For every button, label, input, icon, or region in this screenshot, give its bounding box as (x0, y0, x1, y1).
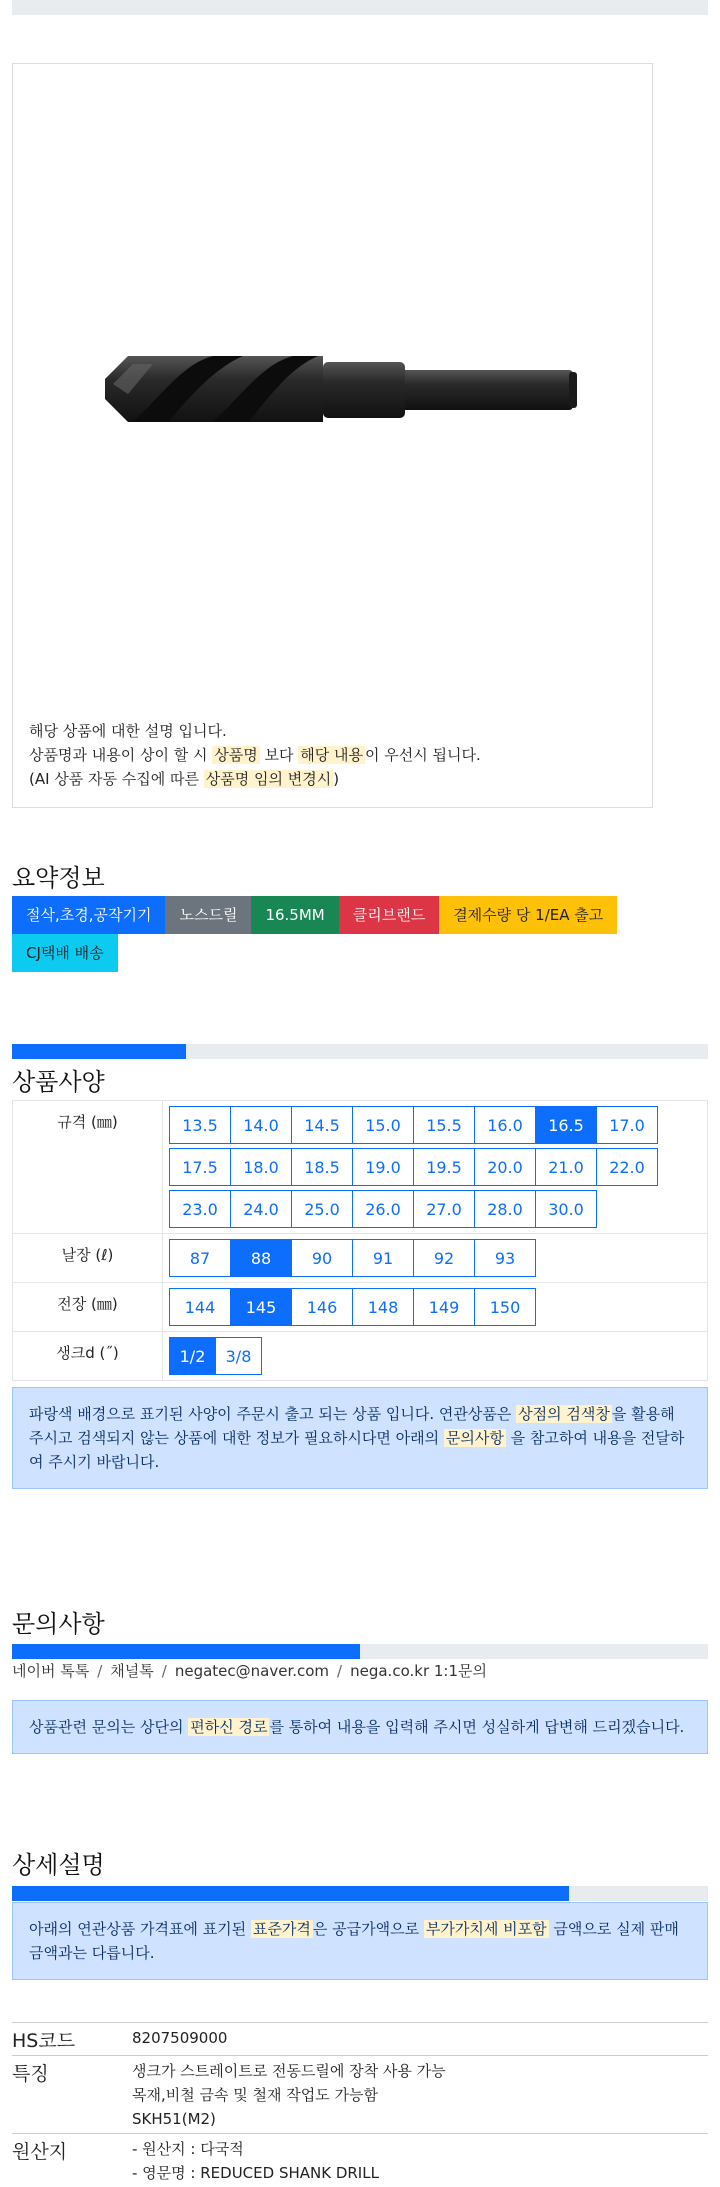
spec-option-button[interactable]: 16.0 (474, 1106, 536, 1144)
spec-option-button[interactable]: 150 (474, 1288, 536, 1326)
channel-separator: / (337, 1662, 342, 1680)
spec-row (13, 1234, 708, 1283)
spec-notice: 파랑색 배경으로 표기된 사양이 주문시 출고 되는 상품 입니다. 연관상품은 상점의 검색창 을 활용해 주시고 검색되지 않는 상품에 대한 정보가 필요하시다면 아래의 문의사항 을 참고하여 내용을 전달하여 주시기 바랍니다. (12, 1387, 708, 1489)
desc-line-2: 상품명과 내용이 상이 할 시 상품명 보다 해당 내용 이 우선시 됩니다. (29, 743, 481, 767)
spec-option-button[interactable]: 87 (169, 1239, 231, 1277)
spec-option-button[interactable]: 24.0 (230, 1190, 292, 1228)
spec-option-button[interactable]: 15.5 (413, 1106, 475, 1144)
summary-title: 요약정보 (12, 858, 105, 893)
spec-option-button[interactable]: 88 (230, 1239, 292, 1277)
contact-channel-link[interactable]: 채널톡 (110, 1662, 153, 1680)
spec-option-button[interactable]: 28.0 (474, 1190, 536, 1228)
desc-line-3: (AI 상품 자동 수집에 따른 상품명 임의 변경시 ) (29, 767, 481, 791)
detail-progress-bar (12, 1886, 708, 1901)
spec-option-button[interactable]: 18.5 (291, 1148, 353, 1186)
spec-option-button[interactable]: 146 (291, 1288, 353, 1326)
spec-option-button[interactable]: 14.0 (230, 1106, 292, 1144)
spec-option-button[interactable]: 26.0 (352, 1190, 414, 1228)
info-value-line: 목재,비철 금속 및 철재 작업도 가능함 (132, 2083, 708, 2107)
contact-notice: 상품관련 문의는 상단의 편하신 경로 를 통하여 내용을 입력해 주시면 성실하게 답변해 드리겠습니다. (12, 1700, 708, 1754)
product-info-table (12, 2022, 708, 2187)
channel-separator: / (162, 1662, 167, 1680)
spec-option-button[interactable]: 27.0 (413, 1190, 475, 1228)
spec-option-button[interactable]: 1/2 (169, 1337, 216, 1375)
spec-option-button[interactable]: 21.0 (535, 1148, 597, 1186)
spec-option-button[interactable]: 19.0 (352, 1148, 414, 1186)
spec-option-button[interactable]: 17.5 (169, 1148, 231, 1186)
summary-progress-fill (12, 1044, 186, 1059)
summary-progress-bar (12, 1044, 708, 1059)
product-description (29, 719, 481, 791)
spec-row (13, 1332, 708, 1381)
spec-option-button[interactable]: 18.0 (230, 1148, 292, 1186)
spec-option-button[interactable]: 148 (352, 1288, 414, 1326)
contact-title: 문의사항 (12, 1604, 105, 1639)
spec-option-button[interactable]: 20.0 (474, 1148, 536, 1186)
info-row (12, 2056, 708, 2134)
info-value (132, 2023, 708, 2056)
info-row (12, 2023, 708, 2056)
spec-title: 상품사양 (12, 1062, 105, 1097)
info-key: 원산지 (12, 2134, 132, 2187)
spec-label: 생크d (˝) (13, 1332, 163, 1381)
contact-progress-bar (12, 1644, 708, 1659)
spec-row (13, 1101, 708, 1234)
info-key: HS코드 (12, 2023, 132, 2056)
spec-option-button[interactable]: 145 (230, 1288, 292, 1326)
info-value-line: SKH51(M2) (132, 2107, 708, 2131)
spec-option-button[interactable]: 90 (291, 1239, 353, 1277)
product-image-box (12, 63, 653, 808)
spec-option-button[interactable]: 144 (169, 1288, 231, 1326)
spec-option-button[interactable]: 3/8 (215, 1337, 262, 1375)
spec-option-button[interactable]: 25.0 (291, 1190, 353, 1228)
contact-channel-link[interactable]: nega.co.kr 1:1문의 (350, 1662, 487, 1680)
summary-tag: 클리브랜드 (339, 896, 439, 934)
spec-table (12, 1100, 708, 1381)
contact-channel-link[interactable]: 네이버 톡톡 (12, 1662, 89, 1680)
spec-option-button[interactable]: 30.0 (535, 1190, 597, 1228)
summary-tags (12, 896, 712, 972)
desc-line-1: 해당 상품에 대한 설명 입니다. (29, 719, 481, 743)
detail-title: 상세설명 (12, 1845, 105, 1880)
drill-bit-image (93, 334, 633, 434)
channel-separator: / (97, 1662, 102, 1680)
spec-label: 날장 (ℓ) (13, 1234, 163, 1283)
info-row (12, 2134, 708, 2187)
detail-progress-fill (12, 1886, 569, 1901)
spec-option-button[interactable]: 17.0 (596, 1106, 658, 1144)
spec-option-button[interactable]: 19.5 (413, 1148, 475, 1186)
top-progress-bar (12, 0, 708, 15)
spec-option-button[interactable]: 93 (474, 1239, 536, 1277)
contact-channel-link[interactable]: negatec@naver.com (175, 1662, 329, 1680)
info-value-line: 8207509000 (132, 2026, 708, 2050)
info-value-line: - 영문명 : REDUCED SHANK DRILL (132, 2161, 708, 2185)
info-value-line: 생크가 스트레이트로 전동드릴에 장착 사용 가능 (132, 2059, 708, 2083)
spec-row (13, 1283, 708, 1332)
info-value (132, 2134, 708, 2187)
spec-option-button[interactable]: 23.0 (169, 1190, 231, 1228)
info-value (132, 2056, 708, 2134)
summary-tag: 절삭,초경,공작기기 (12, 896, 165, 934)
spec-option-button[interactable]: 13.5 (169, 1106, 231, 1144)
spec-option-button[interactable]: 149 (413, 1288, 475, 1326)
spec-option-button[interactable]: 16.5 (535, 1106, 597, 1144)
spec-label: 전장 (㎜) (13, 1283, 163, 1332)
detail-notice: 아래의 연관상품 가격표에 표기된 표준가격 은 공급가액으로 부가가치세 비포함 금액으로 실제 판매금액과는 다릅니다. (12, 1902, 708, 1980)
info-value-line: - 원산지 : 다국적 (132, 2137, 708, 2161)
spec-option-button[interactable]: 14.5 (291, 1106, 353, 1144)
spec-option-button[interactable]: 22.0 (596, 1148, 658, 1186)
spec-option-button[interactable]: 91 (352, 1239, 414, 1277)
info-key: 특징 (12, 2056, 132, 2134)
spec-option-button[interactable]: 15.0 (352, 1106, 414, 1144)
summary-tag: 16.5MM (251, 896, 338, 934)
summary-tag: 노스드릴 (165, 896, 251, 934)
spec-option-button[interactable]: 92 (413, 1239, 475, 1277)
spec-label: 규격 (㎜) (13, 1101, 163, 1234)
summary-tag: CJ택배 배송 (12, 934, 118, 972)
contact-progress-fill (12, 1644, 360, 1659)
contact-channels (12, 1660, 487, 1681)
summary-tag: 결제수량 당 1/EA 출고 (439, 896, 617, 934)
